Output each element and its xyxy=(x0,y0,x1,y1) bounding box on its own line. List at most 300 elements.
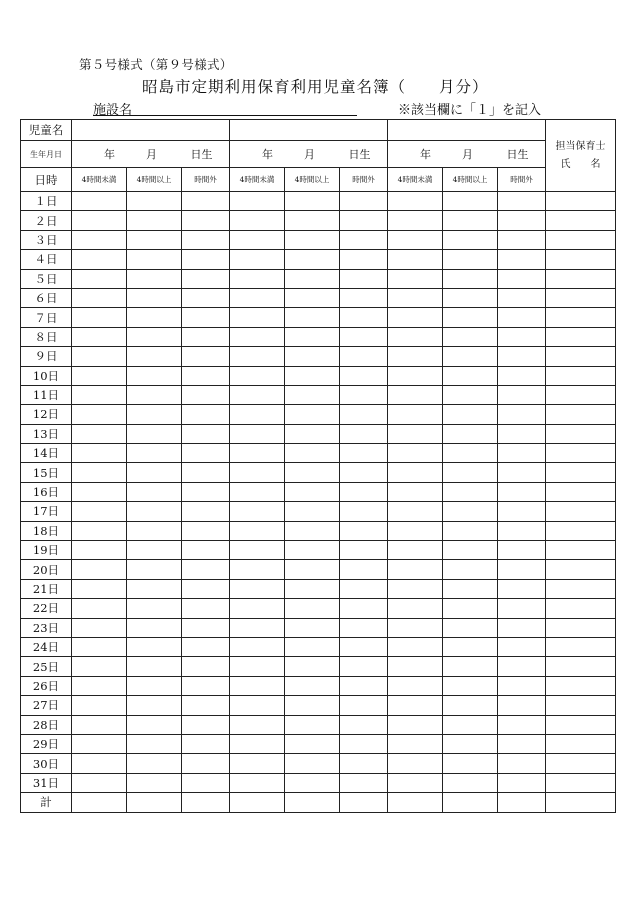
entry-cell[interactable] xyxy=(127,657,182,676)
entry-cell[interactable] xyxy=(340,424,388,443)
entry-cell[interactable] xyxy=(388,250,443,269)
entry-cell[interactable] xyxy=(285,308,340,327)
entry-cell[interactable] xyxy=(72,734,127,753)
entry-cell[interactable] xyxy=(182,560,230,579)
entry-cell[interactable] xyxy=(127,347,182,366)
entry-cell[interactable] xyxy=(230,347,285,366)
entry-cell[interactable] xyxy=(127,250,182,269)
entry-cell[interactable] xyxy=(127,405,182,424)
entry-cell[interactable] xyxy=(388,560,443,579)
staff-cell[interactable] xyxy=(546,308,616,327)
entry-cell[interactable] xyxy=(230,482,285,501)
entry-cell[interactable] xyxy=(443,502,498,521)
entry-cell[interactable] xyxy=(285,288,340,307)
entry-cell[interactable] xyxy=(388,754,443,773)
entry-cell[interactable] xyxy=(182,424,230,443)
entry-cell[interactable] xyxy=(498,211,546,230)
entry-cell[interactable] xyxy=(285,521,340,540)
entry-cell[interactable] xyxy=(443,734,498,753)
entry-cell[interactable] xyxy=(230,366,285,385)
entry-cell[interactable] xyxy=(182,230,230,249)
entry-cell[interactable] xyxy=(127,618,182,637)
entry-cell[interactable] xyxy=(340,288,388,307)
entry-cell[interactable] xyxy=(127,560,182,579)
entry-cell[interactable] xyxy=(498,560,546,579)
entry-cell[interactable] xyxy=(182,793,230,812)
entry-cell[interactable] xyxy=(230,269,285,288)
entry-cell[interactable] xyxy=(230,715,285,734)
entry-cell[interactable] xyxy=(498,269,546,288)
staff-cell[interactable] xyxy=(546,269,616,288)
entry-cell[interactable] xyxy=(443,793,498,812)
entry-cell[interactable] xyxy=(498,385,546,404)
entry-cell[interactable] xyxy=(230,676,285,695)
staff-cell[interactable] xyxy=(546,579,616,598)
entry-cell[interactable] xyxy=(388,308,443,327)
entry-cell[interactable] xyxy=(498,230,546,249)
entry-cell[interactable] xyxy=(443,347,498,366)
entry-cell[interactable] xyxy=(498,405,546,424)
entry-cell[interactable] xyxy=(340,541,388,560)
entry-cell[interactable] xyxy=(72,211,127,230)
entry-cell[interactable] xyxy=(230,444,285,463)
entry-cell[interactable] xyxy=(72,269,127,288)
entry-cell[interactable] xyxy=(285,269,340,288)
birth-date-cell-2[interactable] xyxy=(230,141,388,168)
staff-cell[interactable] xyxy=(546,192,616,211)
staff-cell[interactable] xyxy=(546,541,616,560)
entry-cell[interactable] xyxy=(72,696,127,715)
entry-cell[interactable] xyxy=(388,793,443,812)
entry-cell[interactable] xyxy=(72,385,127,404)
entry-cell[interactable] xyxy=(127,385,182,404)
staff-cell[interactable] xyxy=(546,424,616,443)
entry-cell[interactable] xyxy=(443,599,498,618)
entry-cell[interactable] xyxy=(285,560,340,579)
entry-cell[interactable] xyxy=(72,250,127,269)
entry-cell[interactable] xyxy=(388,657,443,676)
entry-cell[interactable] xyxy=(230,579,285,598)
entry-cell[interactable] xyxy=(182,676,230,695)
entry-cell[interactable] xyxy=(72,288,127,307)
entry-cell[interactable] xyxy=(498,288,546,307)
entry-cell[interactable] xyxy=(182,715,230,734)
entry-cell[interactable] xyxy=(230,773,285,792)
entry-cell[interactable] xyxy=(340,521,388,540)
entry-cell[interactable] xyxy=(388,288,443,307)
entry-cell[interactable] xyxy=(340,250,388,269)
entry-cell[interactable] xyxy=(498,734,546,753)
entry-cell[interactable] xyxy=(340,366,388,385)
entry-cell[interactable] xyxy=(182,444,230,463)
entry-cell[interactable] xyxy=(443,463,498,482)
entry-cell[interactable] xyxy=(498,482,546,501)
entry-cell[interactable] xyxy=(182,327,230,346)
entry-cell[interactable] xyxy=(182,502,230,521)
entry-cell[interactable] xyxy=(498,347,546,366)
staff-cell[interactable] xyxy=(546,347,616,366)
entry-cell[interactable] xyxy=(340,754,388,773)
staff-cell[interactable] xyxy=(546,637,616,656)
entry-cell[interactable] xyxy=(182,405,230,424)
entry-cell[interactable] xyxy=(443,560,498,579)
entry-cell[interactable] xyxy=(182,618,230,637)
entry-cell[interactable] xyxy=(182,579,230,598)
entry-cell[interactable] xyxy=(127,463,182,482)
entry-cell[interactable] xyxy=(443,541,498,560)
entry-cell[interactable] xyxy=(182,521,230,540)
entry-cell[interactable] xyxy=(182,541,230,560)
entry-cell[interactable] xyxy=(388,579,443,598)
entry-cell[interactable] xyxy=(340,230,388,249)
entry-cell[interactable] xyxy=(498,308,546,327)
staff-cell[interactable] xyxy=(546,618,616,637)
entry-cell[interactable] xyxy=(443,618,498,637)
entry-cell[interactable] xyxy=(72,230,127,249)
entry-cell[interactable] xyxy=(388,482,443,501)
entry-cell[interactable] xyxy=(127,269,182,288)
entry-cell[interactable] xyxy=(285,250,340,269)
entry-cell[interactable] xyxy=(285,424,340,443)
entry-cell[interactable] xyxy=(285,618,340,637)
entry-cell[interactable] xyxy=(388,444,443,463)
entry-cell[interactable] xyxy=(443,444,498,463)
entry-cell[interactable] xyxy=(182,754,230,773)
entry-cell[interactable] xyxy=(340,308,388,327)
child-name-cell-3[interactable] xyxy=(388,120,546,141)
entry-cell[interactable] xyxy=(182,696,230,715)
entry-cell[interactable] xyxy=(72,599,127,618)
staff-cell[interactable] xyxy=(546,211,616,230)
entry-cell[interactable] xyxy=(285,405,340,424)
entry-cell[interactable] xyxy=(443,192,498,211)
entry-cell[interactable] xyxy=(182,288,230,307)
entry-cell[interactable] xyxy=(443,773,498,792)
entry-cell[interactable] xyxy=(443,308,498,327)
entry-cell[interactable] xyxy=(72,482,127,501)
staff-cell[interactable] xyxy=(546,657,616,676)
entry-cell[interactable] xyxy=(443,250,498,269)
entry-cell[interactable] xyxy=(127,676,182,695)
entry-cell[interactable] xyxy=(72,541,127,560)
entry-cell[interactable] xyxy=(340,734,388,753)
entry-cell[interactable] xyxy=(285,366,340,385)
entry-cell[interactable] xyxy=(340,637,388,656)
staff-cell[interactable] xyxy=(546,385,616,404)
entry-cell[interactable] xyxy=(127,541,182,560)
entry-cell[interactable] xyxy=(443,754,498,773)
entry-cell[interactable] xyxy=(230,192,285,211)
entry-cell[interactable] xyxy=(127,444,182,463)
entry-cell[interactable] xyxy=(498,250,546,269)
entry-cell[interactable] xyxy=(72,579,127,598)
staff-cell[interactable] xyxy=(546,521,616,540)
entry-cell[interactable] xyxy=(285,696,340,715)
birth-date-cell-1[interactable] xyxy=(72,141,230,168)
staff-cell[interactable] xyxy=(546,715,616,734)
staff-cell[interactable] xyxy=(546,288,616,307)
entry-cell[interactable] xyxy=(285,347,340,366)
entry-cell[interactable] xyxy=(388,347,443,366)
entry-cell[interactable] xyxy=(340,502,388,521)
entry-cell[interactable] xyxy=(182,385,230,404)
staff-cell[interactable] xyxy=(546,463,616,482)
entry-cell[interactable] xyxy=(498,444,546,463)
entry-cell[interactable] xyxy=(388,521,443,540)
entry-cell[interactable] xyxy=(72,424,127,443)
staff-cell[interactable] xyxy=(546,773,616,792)
staff-cell[interactable] xyxy=(546,754,616,773)
entry-cell[interactable] xyxy=(388,211,443,230)
entry-cell[interactable] xyxy=(498,657,546,676)
entry-cell[interactable] xyxy=(127,637,182,656)
staff-cell[interactable] xyxy=(546,366,616,385)
entry-cell[interactable] xyxy=(498,696,546,715)
staff-cell[interactable] xyxy=(546,327,616,346)
entry-cell[interactable] xyxy=(443,696,498,715)
entry-cell[interactable] xyxy=(340,405,388,424)
entry-cell[interactable] xyxy=(285,793,340,812)
entry-cell[interactable] xyxy=(285,773,340,792)
entry-cell[interactable] xyxy=(285,754,340,773)
entry-cell[interactable] xyxy=(443,385,498,404)
entry-cell[interactable] xyxy=(72,618,127,637)
entry-cell[interactable] xyxy=(340,463,388,482)
entry-cell[interactable] xyxy=(127,754,182,773)
entry-cell[interactable] xyxy=(127,192,182,211)
entry-cell[interactable] xyxy=(127,366,182,385)
entry-cell[interactable] xyxy=(285,230,340,249)
entry-cell[interactable] xyxy=(182,657,230,676)
entry-cell[interactable] xyxy=(388,405,443,424)
entry-cell[interactable] xyxy=(285,192,340,211)
entry-cell[interactable] xyxy=(340,482,388,501)
entry-cell[interactable] xyxy=(498,754,546,773)
entry-cell[interactable] xyxy=(72,444,127,463)
entry-cell[interactable] xyxy=(182,734,230,753)
child-name-cell-2[interactable] xyxy=(230,120,388,141)
entry-cell[interactable] xyxy=(443,269,498,288)
entry-cell[interactable] xyxy=(388,269,443,288)
entry-cell[interactable] xyxy=(340,347,388,366)
entry-cell[interactable] xyxy=(498,773,546,792)
entry-cell[interactable] xyxy=(285,599,340,618)
entry-cell[interactable] xyxy=(230,405,285,424)
entry-cell[interactable] xyxy=(443,715,498,734)
entry-cell[interactable] xyxy=(388,424,443,443)
entry-cell[interactable] xyxy=(498,579,546,598)
entry-cell[interactable] xyxy=(127,211,182,230)
entry-cell[interactable] xyxy=(498,715,546,734)
entry-cell[interactable] xyxy=(127,579,182,598)
entry-cell[interactable] xyxy=(230,250,285,269)
entry-cell[interactable] xyxy=(340,579,388,598)
entry-cell[interactable] xyxy=(285,211,340,230)
entry-cell[interactable] xyxy=(285,327,340,346)
entry-cell[interactable] xyxy=(230,288,285,307)
entry-cell[interactable] xyxy=(340,192,388,211)
staff-cell[interactable] xyxy=(546,250,616,269)
entry-cell[interactable] xyxy=(182,269,230,288)
entry-cell[interactable] xyxy=(127,327,182,346)
entry-cell[interactable] xyxy=(498,502,546,521)
entry-cell[interactable] xyxy=(285,541,340,560)
entry-cell[interactable] xyxy=(72,773,127,792)
entry-cell[interactable] xyxy=(388,192,443,211)
entry-cell[interactable] xyxy=(340,560,388,579)
entry-cell[interactable] xyxy=(182,463,230,482)
entry-cell[interactable] xyxy=(498,599,546,618)
staff-cell[interactable] xyxy=(546,696,616,715)
entry-cell[interactable] xyxy=(230,754,285,773)
entry-cell[interactable] xyxy=(340,211,388,230)
staff-cell[interactable] xyxy=(546,599,616,618)
entry-cell[interactable] xyxy=(388,734,443,753)
entry-cell[interactable] xyxy=(230,696,285,715)
entry-cell[interactable] xyxy=(498,424,546,443)
entry-cell[interactable] xyxy=(443,230,498,249)
entry-cell[interactable] xyxy=(388,541,443,560)
staff-cell[interactable] xyxy=(546,676,616,695)
staff-cell[interactable] xyxy=(546,502,616,521)
entry-cell[interactable] xyxy=(230,463,285,482)
entry-cell[interactable] xyxy=(72,327,127,346)
birth-date-cell-3[interactable] xyxy=(388,141,546,168)
entry-cell[interactable] xyxy=(340,618,388,637)
entry-cell[interactable] xyxy=(388,715,443,734)
entry-cell[interactable] xyxy=(498,327,546,346)
entry-cell[interactable] xyxy=(127,773,182,792)
entry-cell[interactable] xyxy=(443,482,498,501)
entry-cell[interactable] xyxy=(127,715,182,734)
entry-cell[interactable] xyxy=(182,366,230,385)
entry-cell[interactable] xyxy=(498,521,546,540)
entry-cell[interactable] xyxy=(340,385,388,404)
entry-cell[interactable] xyxy=(388,618,443,637)
entry-cell[interactable] xyxy=(388,599,443,618)
entry-cell[interactable] xyxy=(127,599,182,618)
entry-cell[interactable] xyxy=(182,308,230,327)
entry-cell[interactable] xyxy=(72,754,127,773)
entry-cell[interactable] xyxy=(388,385,443,404)
staff-cell[interactable] xyxy=(546,405,616,424)
entry-cell[interactable] xyxy=(127,482,182,501)
entry-cell[interactable] xyxy=(230,385,285,404)
entry-cell[interactable] xyxy=(182,637,230,656)
entry-cell[interactable] xyxy=(443,424,498,443)
entry-cell[interactable] xyxy=(230,560,285,579)
entry-cell[interactable] xyxy=(72,308,127,327)
staff-cell[interactable] xyxy=(546,230,616,249)
entry-cell[interactable] xyxy=(127,308,182,327)
staff-cell[interactable] xyxy=(546,482,616,501)
entry-cell[interactable] xyxy=(443,288,498,307)
entry-cell[interactable] xyxy=(443,579,498,598)
entry-cell[interactable] xyxy=(443,676,498,695)
entry-cell[interactable] xyxy=(443,327,498,346)
entry-cell[interactable] xyxy=(72,366,127,385)
entry-cell[interactable] xyxy=(285,637,340,656)
staff-cell[interactable] xyxy=(546,560,616,579)
entry-cell[interactable] xyxy=(388,502,443,521)
entry-cell[interactable] xyxy=(340,269,388,288)
entry-cell[interactable] xyxy=(498,793,546,812)
entry-cell[interactable] xyxy=(443,657,498,676)
entry-cell[interactable] xyxy=(72,192,127,211)
entry-cell[interactable] xyxy=(127,502,182,521)
entry-cell[interactable] xyxy=(340,599,388,618)
entry-cell[interactable] xyxy=(498,366,546,385)
entry-cell[interactable] xyxy=(230,541,285,560)
entry-cell[interactable] xyxy=(230,637,285,656)
entry-cell[interactable] xyxy=(443,405,498,424)
entry-cell[interactable] xyxy=(182,192,230,211)
entry-cell[interactable] xyxy=(72,657,127,676)
entry-cell[interactable] xyxy=(72,521,127,540)
entry-cell[interactable] xyxy=(127,288,182,307)
entry-cell[interactable] xyxy=(498,618,546,637)
entry-cell[interactable] xyxy=(230,657,285,676)
entry-cell[interactable] xyxy=(388,327,443,346)
entry-cell[interactable] xyxy=(230,793,285,812)
entry-cell[interactable] xyxy=(443,211,498,230)
entry-cell[interactable] xyxy=(443,366,498,385)
entry-cell[interactable] xyxy=(285,444,340,463)
entry-cell[interactable] xyxy=(285,463,340,482)
entry-cell[interactable] xyxy=(285,715,340,734)
entry-cell[interactable] xyxy=(127,521,182,540)
entry-cell[interactable] xyxy=(127,793,182,812)
entry-cell[interactable] xyxy=(230,308,285,327)
entry-cell[interactable] xyxy=(230,230,285,249)
entry-cell[interactable] xyxy=(443,637,498,656)
entry-cell[interactable] xyxy=(230,502,285,521)
entry-cell[interactable] xyxy=(498,463,546,482)
entry-cell[interactable] xyxy=(127,230,182,249)
entry-cell[interactable] xyxy=(72,347,127,366)
entry-cell[interactable] xyxy=(340,715,388,734)
entry-cell[interactable] xyxy=(182,347,230,366)
facility-name-field[interactable] xyxy=(93,99,357,116)
staff-cell[interactable] xyxy=(546,793,616,812)
entry-cell[interactable] xyxy=(285,676,340,695)
entry-cell[interactable] xyxy=(72,793,127,812)
entry-cell[interactable] xyxy=(72,560,127,579)
entry-cell[interactable] xyxy=(498,676,546,695)
entry-cell[interactable] xyxy=(72,405,127,424)
entry-cell[interactable] xyxy=(498,637,546,656)
entry-cell[interactable] xyxy=(182,250,230,269)
entry-cell[interactable] xyxy=(230,424,285,443)
entry-cell[interactable] xyxy=(443,521,498,540)
entry-cell[interactable] xyxy=(340,773,388,792)
entry-cell[interactable] xyxy=(230,521,285,540)
entry-cell[interactable] xyxy=(388,366,443,385)
entry-cell[interactable] xyxy=(285,579,340,598)
entry-cell[interactable] xyxy=(72,463,127,482)
entry-cell[interactable] xyxy=(230,599,285,618)
entry-cell[interactable] xyxy=(127,734,182,753)
entry-cell[interactable] xyxy=(285,482,340,501)
entry-cell[interactable] xyxy=(498,541,546,560)
staff-cell[interactable] xyxy=(546,444,616,463)
entry-cell[interactable] xyxy=(340,676,388,695)
entry-cell[interactable] xyxy=(230,618,285,637)
entry-cell[interactable] xyxy=(285,657,340,676)
entry-cell[interactable] xyxy=(72,676,127,695)
entry-cell[interactable] xyxy=(182,773,230,792)
entry-cell[interactable] xyxy=(388,463,443,482)
